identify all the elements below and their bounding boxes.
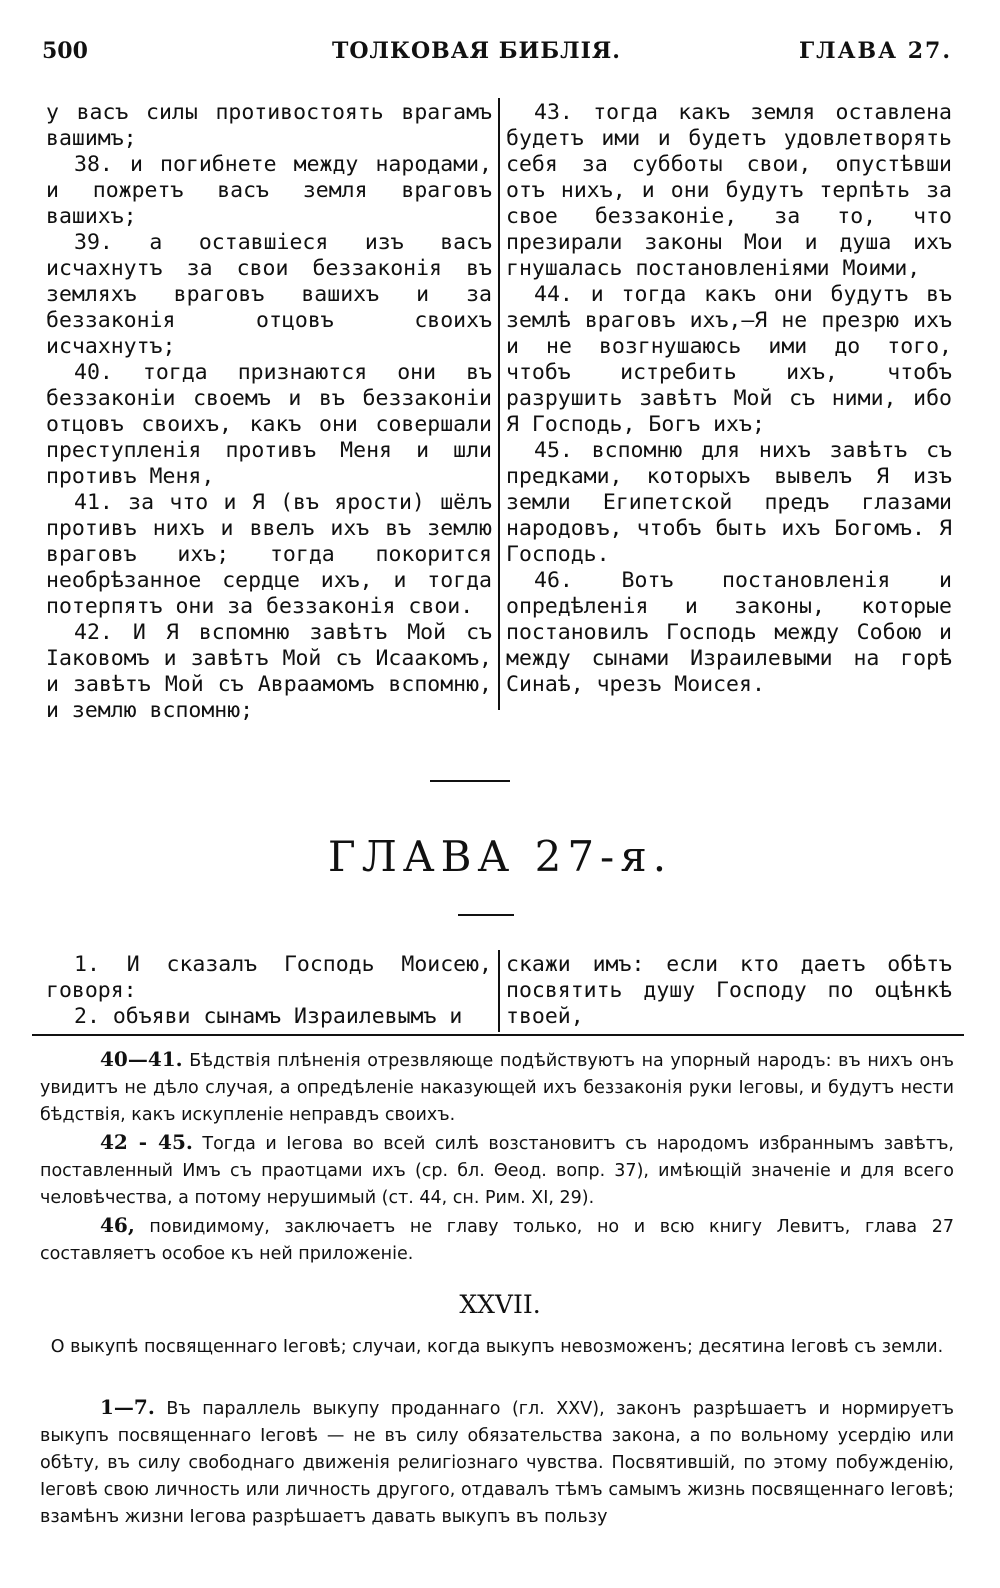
verse-ref: 42 - 45. bbox=[100, 1130, 193, 1154]
verse: 2. объяви сынамъ Израилевымъ и bbox=[74, 1004, 463, 1029]
verse-ref: 46, bbox=[100, 1213, 135, 1237]
verse-continuation: у васъ силы противостоять врагамъ вашимъ; bbox=[46, 100, 492, 151]
commentary-rule bbox=[32, 1034, 964, 1036]
commentary-paragraph bbox=[40, 1129, 954, 1212]
scripture-column-left bbox=[46, 100, 492, 724]
commentary-paragraph bbox=[40, 1212, 954, 1268]
section-title: О выкупѣ посвященнаго Іеговѣ; случаи, когда выкупъ невозможенъ; десятина Іеговѣ съ земли. bbox=[50, 1337, 944, 1357]
verse: 41. за что и Я (въ ярости) шёлъ противъ нихъ и ввелъ ихъ въ землю враговъ ихъ; тогда покорится необрѣзанное сердце ихъ, и тогда потерпятъ они за беззаконія свои. bbox=[46, 490, 492, 619]
verse: 40. тогда признаются они въ беззаконіи своемъ и въ беззаконіи отцовъ своихъ, какъ они совершали преступленія противъ Меня и шли противъ Меня, bbox=[46, 360, 492, 489]
section-rule bbox=[430, 780, 510, 782]
verse-continuation: скажи имъ: если кто даетъ обѣтъ посвятить душу Господу по оцѣнкѣ твоей, bbox=[506, 952, 952, 1029]
verse: 44. и тогда какъ они будутъ въ землѣ враговъ ихъ,—Я не презрю ихъ и не возгнушаюсь ими до того, чтобъ истребить ихъ, чтобъ разрушить завѣтъ Мой съ ними, ибо Я Господь, Богъ ихъ; bbox=[506, 282, 952, 437]
chapter-label: ГЛАВА 27. bbox=[798, 38, 952, 64]
commentary-text: Бѣдствія плѣненія отрезвляюще подѣйствуютъ на упорный народъ: въ нихъ онъ увидитъ не дѣло случая, а опредѣленіе наказующей ихъ беззаконія руки Іеговы, и будутъ нести бѣдствія, какъ искупленіе неправдъ своихъ. bbox=[40, 1051, 954, 1125]
commentary-text: Въ параллель выкупу проданнаго (гл. XXV), законъ разрѣшаетъ и нормируетъ выкупъ посвященнаго Іеговѣ — не въ силу обязательства закона, а по вольному усердію или обѣту, въ силу свободнаго движенія религіознаго чувства. Посвятившій, по этому побужденію, Іеговѣ свою личность или личность другого, отдавалъ тѣмъ самымъ жизнь посвященнаго Іеговѣ; взамѣнъ жизни Іегова разрѣшаетъ давать выкупъ въ пользу bbox=[40, 1399, 954, 1527]
chapter-heading: ГЛАВА 27-я. bbox=[327, 832, 673, 881]
running-head bbox=[42, 38, 952, 78]
commentary-text: Тогда и Іегова во всей силѣ возстановитъ съ народомъ избраннымъ завѣтъ, поставленный Имъ съ праотцами ихъ (ср. бл. Θеод. вопр. 37), имѣющій значеніе и для всего человѣчества, а потому нерушимый (ст. 44, сн. Рим. XI, 29). bbox=[40, 1134, 954, 1208]
section-number: XXVII. bbox=[459, 1290, 541, 1319]
commentary bbox=[40, 1046, 954, 1268]
verse: 39. а оставшіеся изъ васъ исчахнутъ за свои беззаконія въ земляхъ враговъ вашихъ и за беззаконія отцовъ своихъ исчахнутъ; bbox=[46, 230, 492, 359]
column-divider bbox=[498, 950, 500, 1032]
book-title: ТОЛКОВАЯ БИБЛІЯ. bbox=[332, 38, 621, 64]
section-commentary bbox=[40, 1394, 954, 1531]
heading-rule bbox=[458, 914, 514, 916]
verse: 45. вспомню для нихъ завѣтъ съ предками, которыхъ вывелъ Я изъ земли Египетской предъ глазами народовъ, чтобъ быть ихъ Богомъ. Я Господь. bbox=[506, 438, 952, 567]
chapter-column-right bbox=[506, 952, 952, 1030]
verse-ref: 40—41. bbox=[100, 1047, 183, 1071]
page-number: 500 bbox=[42, 38, 88, 64]
verse: 46. Вотъ постановленія и опредѣленія и законы, которые постановилъ Господь между Собою и между сынами Израилевыми на горѣ Синаѣ, чрезъ Моисея. bbox=[506, 568, 952, 697]
verse: 38. и погибнете между народами, и пожретъ васъ земля враговъ вашихъ; bbox=[46, 152, 492, 229]
commentary-paragraph bbox=[40, 1046, 954, 1129]
commentary-paragraph bbox=[40, 1394, 954, 1531]
chapter-column-left bbox=[46, 952, 492, 1030]
verse-ref: 1—7. bbox=[100, 1395, 155, 1419]
verse: 1. И сказалъ Господь Моисею, говоря: bbox=[46, 952, 492, 1003]
verse: 43. тогда какъ земля оставлена будетъ ими и будетъ удовлетворять себя за субботы свои, опустѣвши отъ нихъ, и они будутъ терпѣть за свое беззаконіе, за то, что презирали законы Мои и душа ихъ гнушалась постановленіями Моими, bbox=[506, 100, 952, 281]
commentary-text: повидимому, заключаетъ не главу только, но и всю книгу Левитъ, глава 27 составляетъ особое къ ней приложеніе. bbox=[40, 1217, 954, 1264]
verse: 42. И Я вспомню завѣтъ Мой съ Іаковомъ и завѣтъ Мой съ Исаакомъ, и завѣтъ Мой съ Авраамомъ вспомню, и землю вспомню; bbox=[46, 620, 492, 723]
scripture-column-right bbox=[506, 100, 952, 698]
column-divider bbox=[498, 98, 500, 710]
